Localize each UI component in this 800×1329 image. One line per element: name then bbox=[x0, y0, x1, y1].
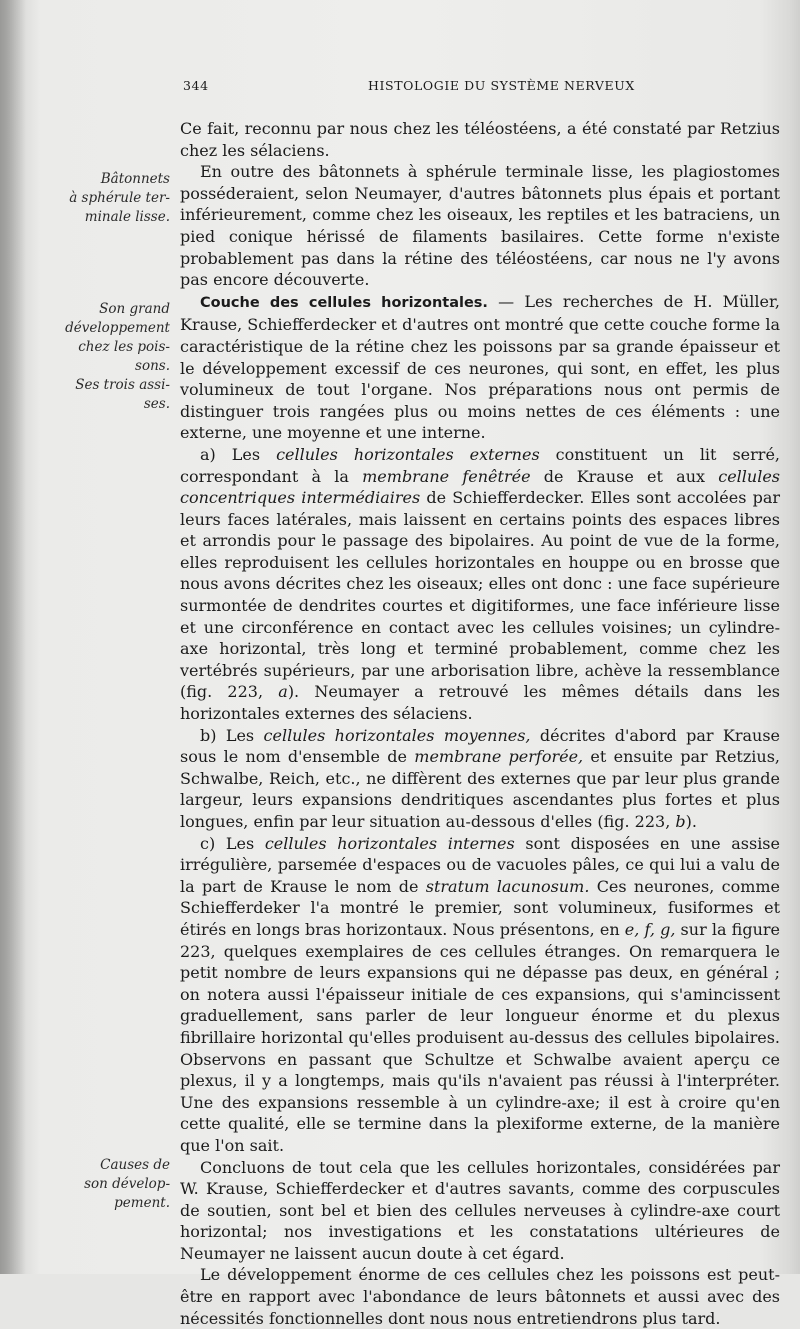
text-run: c) Les bbox=[200, 833, 265, 853]
italic-run: cellules horizontales externes bbox=[276, 444, 540, 464]
margin-note-line: minale lisse. bbox=[84, 209, 170, 225]
italic-run: a bbox=[278, 682, 288, 702]
margin-note-line: sons. bbox=[135, 358, 170, 374]
paragraph: Le développement énorme de ces cellules chez les poissons est peut-être en rapport avec l'abondance de leurs bâtonnets et aussi avec des nécessités fonctionnelles dont nous nous entretiendrons plus tard. bbox=[180, 1265, 780, 1328]
margin-note-line: Son grand bbox=[99, 301, 170, 317]
page-number: 344 bbox=[183, 78, 209, 93]
margin-note-line: Ses trois assi- bbox=[75, 377, 170, 393]
italic-run: cellules horizontales moyennes, bbox=[263, 725, 531, 745]
italic-run: cellules concentriques intermédiaires bbox=[180, 466, 781, 508]
paragraph: Concluons de tout cela que les cellules horizontales, considérées par W. Krause, Schiefferdecker et d'autres savants, comme des corpuscules de soutien, sont bel et bien des cellules nerveuses à cylindre-axe court horizontal; nos investigations et les constatations ultérieures de Neumayer ne laissent aucun doute à cet égard. bbox=[180, 1157, 780, 1263]
text-run: sur la figure 223, quelques exemplaires de ces cellules étranges. On remarquera le petit nombre de leurs expansions qui ne dépasse pas deux, en général ; on notera aussi l'épaisseur initiale de ces expansions, qui s'amincissent graduellement, sans parler de leur longueur énorme et du plexus fibrillaire horizontal qu'elles produisent au-dessus des cellules bipolaires. Observons en passant que Schultze et Schwalbe avaient aperçu ce plexus, il y a longtemps, mais qu'ils n'avaient pas réussi à l'interpréter. Une des expansions ressemble à un cylindre-axe; il est à croire qu'en cette qualité, elle se termine dans la plexiforme externe, de la manière que l'on sait. bbox=[180, 919, 780, 1155]
paragraph: En outre des bâtonnets à sphérule terminale lisse, les plagiostomes posséderaient, selon Neumayer, d'autres bâtonnets plus épais et portant inférieurement, comme chez les oiseaux, les reptiles et les batraciens, un pied conique hérissé de filaments basilaires. Cette forme n'existe probablement pas dans la rétine des téléostéens, car nous ne l'y avons pas encore découverte. bbox=[180, 162, 780, 290]
paragraph bbox=[180, 444, 780, 725]
margin-note-line: Bâtonnets bbox=[100, 171, 170, 187]
text-run: et ensuite par Retzius, Schwalbe, Reich, etc., ne diffèrent des externes que par leur plus grande largeur, leurs expansions dendritiques ascendantes plus fortes et plus longues, enfin par leur situation au-dessous d'elles (fig. 223, bbox=[180, 747, 781, 831]
text-run: sont disposées en une assise irrégulière, parsemée d'espaces ou de vacuoles pâles, ce qui lui a valu de la part de Krause le nom de bbox=[180, 833, 780, 896]
margin-note-line: son dévelop- bbox=[84, 1176, 170, 1192]
margin-note-batonnets bbox=[58, 170, 170, 227]
text-run: de Krause et aux bbox=[530, 466, 719, 486]
margin-note-line: chez les pois- bbox=[78, 339, 170, 355]
margin-note-line: pement. bbox=[114, 1195, 170, 1211]
margin-note-developpement bbox=[58, 300, 170, 414]
section-heading: Couche des cellules horizontales. bbox=[200, 294, 488, 311]
text-run: ). Neumayer a retrouvé les mêmes détails dans les horizontales externes des sélaciens. bbox=[180, 682, 781, 724]
binding-shadow bbox=[0, 0, 26, 1274]
italic-run: e, f, g, bbox=[624, 919, 676, 939]
italic-run: stratum lacunosum. bbox=[425, 876, 590, 896]
text-run: a) Les bbox=[200, 444, 277, 464]
text-run: Ces neurones, comme Schiefferdeker l'a montré le premier, sont volumineux, fusiformes et étirés en longs bras horizontaux. Nous présentons, en bbox=[180, 876, 781, 939]
text-run: de Schiefferdecker. Elles sont accolées par leurs faces latérales, mais laissent en certains points des espaces libres et arrondis pour le passage des bipolaires. Au point de vue de la forme, elles reproduisent les cellules horizontales en houppe ou en brosse que nous avons décrites chez les oiseaux; elles ont donc : une face supérieure surmontée de dendrites courtes et digitiformes, une face inférieure lisse et une circonférence en contact avec les cellules voisines; un cylindre-axe horizontal, très long et terminé probablement, comme chez les vertébrés supérieurs, par une arborisation libre, achève la ressemblance (fig. 223, bbox=[180, 488, 781, 702]
paragraph-text: — Les recherches de H. Müller, Krause, Schiefferdecker et d'autres ont montré que cette couche forme la caractéristique de la rétine chez les poissons par sa grande épaisseur et le développement excessif de ces neurones, qui sont, en effet, les plus volumineux de tout l'organe. Nos préparations nous ont permis de distinguer trois rangées plus ou moins nettes de ces éléments : une externe, une moyenne et une interne. bbox=[180, 291, 780, 443]
italic-run: membrane perforée, bbox=[414, 747, 584, 767]
margin-note-line: Causes de bbox=[100, 1157, 170, 1173]
text-run: ). bbox=[685, 812, 697, 831]
margin-note-line: développement bbox=[65, 320, 170, 336]
paragraph: Ce fait, reconnu par nous chez les téléostéens, a été constaté par Retzius chez les sélaciens. bbox=[180, 119, 780, 160]
running-title: HISTOLOGIE DU SYSTÈME NERVEUX bbox=[368, 78, 635, 93]
paragraph bbox=[180, 725, 780, 833]
italic-run: b bbox=[675, 812, 686, 831]
margin-note-causes bbox=[58, 1156, 170, 1213]
paragraph bbox=[180, 291, 780, 444]
italic-run: membrane fenêtrée bbox=[362, 466, 531, 486]
body-text bbox=[180, 118, 780, 1329]
italic-run: cellules horizontales internes bbox=[264, 833, 515, 853]
running-head bbox=[183, 78, 738, 98]
text-run: décrites d'abord par Krause sous le nom d'ensemble de bbox=[180, 725, 781, 767]
text-run: b) Les bbox=[200, 725, 264, 745]
text-run: constituent un lit serré, correspondant à la bbox=[180, 444, 780, 486]
paragraph bbox=[180, 833, 780, 1157]
margin-note-line: ses. bbox=[143, 396, 170, 412]
margin-note-line: à sphérule ter- bbox=[69, 190, 170, 206]
